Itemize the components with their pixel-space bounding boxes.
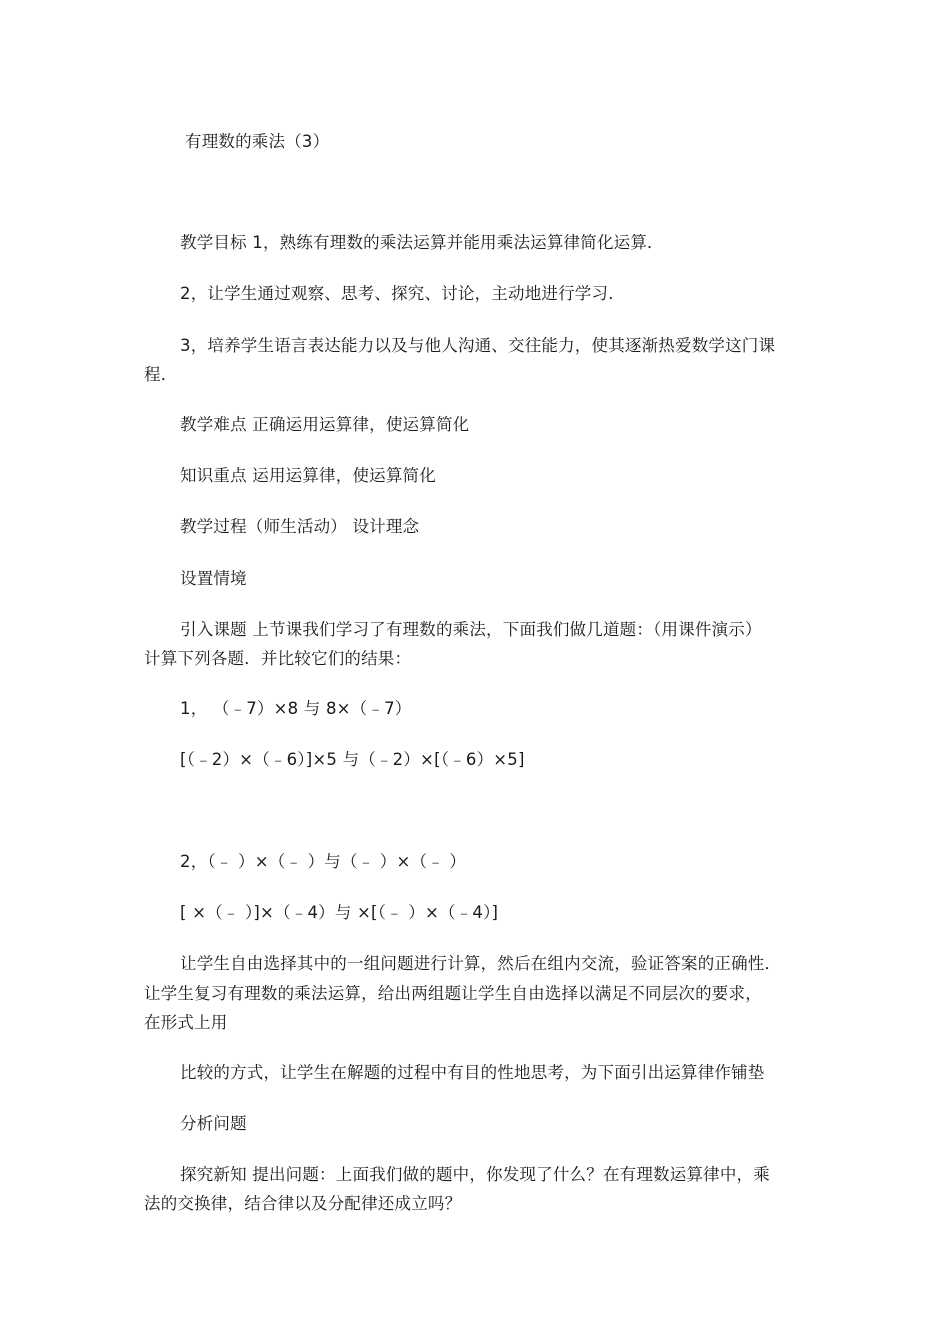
exercise-2a: 2，（﹣ ）×（﹣ ）与（﹣ ）×（﹣ ） <box>180 852 467 871</box>
activity-line: 让学生自由选择其中的一组问题进行计算，然后在组内交流，验证答案的正确性． <box>180 954 782 973</box>
process-heading: 教学过程（师生活动） 设计理念 <box>180 517 420 536</box>
explore-line: 探究新知 提出问题：上面我们做的题中，你发现了什么？在有理数运算律中，乘 <box>180 1165 770 1184</box>
design-line-2: 比较的方式，让学生在解题的过程中有目的性地思考，为下面引出运算律作铺垫 <box>180 1063 765 1082</box>
intro-line-cont: 计算下列各题．并比较它们的结果： <box>144 649 412 668</box>
exercise-1a: 1， （﹣7）×8 与 8×（﹣7） <box>180 699 412 718</box>
objective-line-3: 3，培养学生语言表达能力以及与他人沟通、交往能力，使其逐渐热爱数学这门课 <box>180 336 776 355</box>
exercise-2b: [ ×（﹣ ）]×（﹣4）与 ×[（﹣ ）×（﹣4）] <box>180 903 499 922</box>
key-point-line: 知识重点 运用运算律，使运算简化 <box>180 466 436 485</box>
section-heading-analysis: 分析问题 <box>180 1114 247 1133</box>
page-title: 有理数的乘法（3） <box>185 132 330 151</box>
objective-line-3-cont: 程． <box>144 365 178 384</box>
explore-line-cont: 法的交换律，结合律以及分配律还成立吗？ <box>144 1194 462 1213</box>
exercise-1b: [（﹣2）×（﹣6）]×5 与（﹣2）×[（﹣6）×5] <box>180 750 525 769</box>
objective-line-2: 2，让学生通过观察、思考、探究、讨论，主动地进行学习． <box>180 284 625 303</box>
design-line: 让学生复习有理数的乘法运算，给出两组题让学生自由选择以满足不同层次的要求， <box>144 984 762 1003</box>
intro-line: 引入课题 上节课我们学习了有理数的乘法，下面我们做几道题：（用课件演示） <box>180 620 762 639</box>
objective-line-1: 教学目标 1，熟练有理数的乘法运算并能用乘法运算律简化运算． <box>180 233 664 252</box>
difficulty-line: 教学难点 正确运用运算律，使运算简化 <box>180 415 470 434</box>
section-heading-scenario: 设置情境 <box>180 569 247 588</box>
design-line-cont: 在形式上用 <box>144 1013 228 1032</box>
